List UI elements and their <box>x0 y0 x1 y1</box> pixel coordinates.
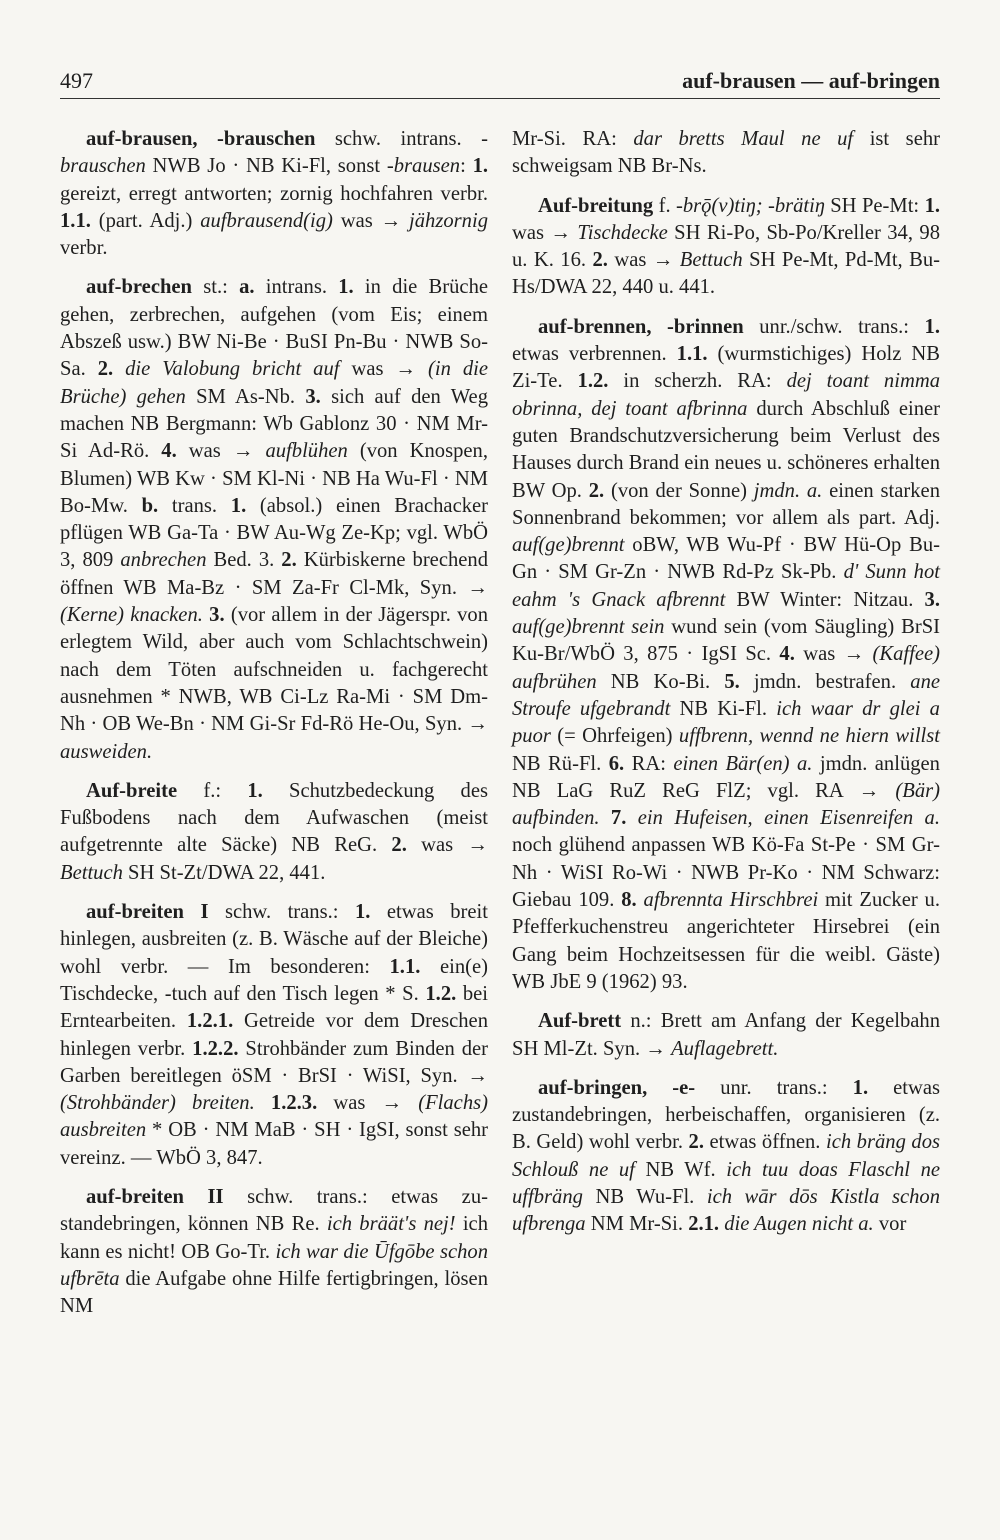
entry-text <box>626 807 637 829</box>
entry-text: : <box>460 155 473 178</box>
entry-text: SM As-Nb. <box>185 385 306 408</box>
entry-text: etwas öffnen. <box>703 1131 826 1154</box>
sense-number: 5. <box>724 670 740 693</box>
entry-text: Bed. 3. <box>206 549 282 572</box>
sense-number: 2. <box>281 549 297 572</box>
sense-number: 7. <box>610 807 627 830</box>
entry-text: Mr-Si. RA: <box>512 128 634 150</box>
sense-number: 1. <box>230 494 247 517</box>
sense-number: 1. <box>924 194 941 217</box>
right-column <box>512 126 940 1251</box>
entry-text: oBW, WB Wu-Pf · BW Hü-Op Bu-Gn · SM Gr-Zn · NWB Rd-Pz Sk-Pb. <box>512 534 940 584</box>
entry-text: Strohbänder zum Binden der Garben bereitlegen öSM · BrSI · WiSI, Syn. → <box>60 1037 488 1087</box>
entry-text: die Aufgabe ohne Hilfe fertigbringen, lösen NM <box>60 1267 488 1318</box>
entry-text: NB Rü-Fl. <box>512 752 609 775</box>
sense-number: 1. <box>354 901 371 924</box>
italic-text: Bettuch <box>60 861 123 884</box>
entry-text: gereizt, erregt antworten; zornig hochfahren verbr. <box>60 182 488 205</box>
entry-text: schw. trans.: etwas zustandebringen, können NB Re. <box>60 1185 488 1236</box>
entry-text: was → <box>406 834 488 857</box>
italic-text: d' Sunn hot eahm 's Gnack afbrennt <box>512 561 940 611</box>
entry-text: etwas zustandebringen, herbeischaffen, organisieren (z. B. Geld) wohl verbr. <box>512 1076 941 1154</box>
italic-text: ich tuu doas Flaschl ne uffbräng <box>512 1158 941 1208</box>
entry-text: was → <box>512 221 578 244</box>
headword: auf-brausen, -brauschen <box>86 128 316 150</box>
entry-text: was → <box>176 440 266 463</box>
entry-text: (von Knospen, Blumen) WB Kw · SM Kl-Ni · NB Ha Wu-Fl · NM Bo-Mw. <box>60 440 489 517</box>
entry-text: sich auf den Weg machen NB Bergmann: Wb Gablonz 30 · NM Mr-Si Ad-Rö. <box>60 385 488 463</box>
entry-text: durch Abschluß einer guten Brandschutzversicherung beim Verlust des Hauses durch Brand ein neues u. schöneres erhalten BW Op. <box>512 397 941 502</box>
sense-number: 1. <box>247 779 263 802</box>
headword: Auf-brett <box>538 1010 622 1033</box>
italic-text: -brǭ(v)tiŋ; -brätiŋ <box>676 194 825 217</box>
italic-text: die Augen nicht a. <box>724 1213 874 1236</box>
italic-text: jähzornig <box>409 209 488 232</box>
headword: auf-brechen <box>86 276 193 299</box>
entry-continuation <box>512 126 940 181</box>
italic-text: afbrennta Hirschbrei <box>643 889 819 912</box>
entry-text: unr. trans.: <box>695 1076 853 1099</box>
entry-text <box>600 807 611 829</box>
entry-text: was → <box>317 1092 419 1115</box>
entry-text <box>255 1092 271 1114</box>
page-number: 497 <box>60 68 93 93</box>
headword: Auf-breite <box>86 779 178 802</box>
italic-text: -brausen <box>386 155 461 178</box>
entry-text: SH Ri-Po, Sb-Po/Kreller 34, 98 u. K. 16. <box>512 221 940 272</box>
italic-text: auf(ge)brennt <box>512 534 625 557</box>
italic-text: ich wār dōs Kistla schon ufbrenga <box>512 1185 940 1236</box>
entry-text: ich kann es nicht! OB Go-Tr. <box>60 1213 488 1263</box>
entry-text: etwas verbrennen. <box>512 343 677 366</box>
italic-text: (Strohbänder) breiten. <box>60 1092 255 1115</box>
headword: Auf-breitung <box>538 194 654 217</box>
entry-text <box>113 358 125 380</box>
sense-number: 3. <box>305 385 321 408</box>
italic-text: ich waar dr glei a puor <box>512 697 940 748</box>
entry-text: NB Wf. <box>634 1158 727 1181</box>
entry-text: jmdn. anlügen NB LaG RuZ ReG FlZ; vgl. RA → <box>512 752 940 802</box>
entry-text: ein(e) Tischdecke, -tuch auf den Tisch legen * S. <box>60 955 488 1005</box>
italic-text: die Valobung bricht auf <box>125 358 340 381</box>
entry-text: schw. intrans. <box>315 128 482 150</box>
sense-number: 3. <box>924 588 940 611</box>
italic-text: auf(ge)brennt sein <box>512 616 665 639</box>
entry-text: mit Zucker u. Pfefferkuchenstreu angerichteter Hirsebrei (ein Gang beim Hochzeitsessen für die weibl. Gäste) WB JbE 9 (1962) 93. <box>512 889 940 993</box>
entry-text <box>637 889 644 911</box>
entry-text: jmdn. bestrafen. <box>739 670 911 693</box>
italic-text: Bettuch <box>679 249 743 272</box>
sense-number: 1.1. <box>676 343 708 366</box>
entry-text: etwas breit hinlegen, ausbreiten (z. B. Wäsche auf der Bleiche) wohl verbr. — Im besonderen: <box>60 901 488 978</box>
sense-number: 1.2.3. <box>270 1092 318 1115</box>
page-header <box>60 68 940 99</box>
sense-number: 1.2. <box>577 370 609 393</box>
entry-text: (part. Adj.) <box>90 209 201 232</box>
entry-text: NM Mr-Si. <box>585 1213 689 1236</box>
dictionary-entry <box>60 274 488 765</box>
italic-text: ich bräng dos Schlouß ne uf <box>512 1131 941 1181</box>
sense-number: 1.2.1. <box>186 1010 234 1033</box>
entry-text: noch glühend anpassen WB Kö-Fa St-Pe · SM Gr-Nh · WiSI Ro-Wi · NWB Pr-Ko · NM Schwarz: Giebau 109. <box>512 834 940 912</box>
entry-text: Getreide vor dem Dreschen hinlegen verbr. <box>60 1010 488 1060</box>
dictionary-entry <box>512 314 940 996</box>
sense-number: 1.1. <box>389 955 421 978</box>
left-column <box>60 126 488 1332</box>
italic-text: Tischdecke <box>577 221 668 244</box>
italic-text: jmdn. a. <box>753 479 823 502</box>
entry-text: SH St-Zt/DWA 22, 441. <box>122 861 326 884</box>
headword: auf-breiten I <box>86 901 209 924</box>
dictionary-entry <box>60 1184 488 1320</box>
italic-text: (Kaffee) aufbrühen <box>512 643 940 693</box>
entry-text: trans. <box>158 494 231 517</box>
dictionary-entry <box>60 126 488 262</box>
italic-text: -brauschen <box>60 128 489 178</box>
entry-text: was → <box>794 643 873 666</box>
sense-number: 1. <box>852 1076 869 1099</box>
italic-text: ane Stroufe ufgebrandt <box>512 670 940 720</box>
italic-text: dar bretts Maul ne uf <box>633 128 854 150</box>
sense-number: a. <box>239 276 255 299</box>
italic-text: ich war die Ūfgōbe schon ufbrēta <box>60 1240 488 1290</box>
dictionary-entry <box>60 899 488 1172</box>
sense-number: 2. <box>592 249 608 272</box>
entry-text: verbr. <box>60 237 108 260</box>
sense-number: 2. <box>391 834 407 857</box>
entry-text: NB Ki-Fl. <box>670 697 777 720</box>
dictionary-entry <box>512 193 940 302</box>
sense-number: 1.2. <box>425 982 457 1005</box>
dictionary-entry <box>512 1008 940 1063</box>
entry-text: wund sein (vom Säugling) BrSI Ku-Br/WbÖ 3, 875 · IgSI Sc. <box>512 616 941 666</box>
italic-text: ich bräät's nej! <box>326 1213 456 1236</box>
italic-text: (Kerne) knacken. <box>60 604 203 627</box>
sense-number: 2. <box>588 479 605 502</box>
entry-text: SH Pe-Mt: <box>824 194 925 217</box>
sense-number: 2.1. <box>688 1213 720 1236</box>
entry-text: ist sehr schweigsam NB Br-Ns. <box>512 128 940 178</box>
italic-text: uffbrenn, wennd ne hiern willst <box>678 725 940 748</box>
italic-text: anbrechen <box>120 549 207 572</box>
entry-text: in die Brüche gehen, zerbrechen, aufgehen (vom Eis; einem Abszeß usw.) BW Ni-Be · BuSI Pn-Bu · NWB So-Sa. <box>60 276 489 381</box>
italic-text: Auflagebrett. <box>671 1037 779 1060</box>
entry-text: intrans. <box>254 276 339 299</box>
entry-text: f. <box>653 194 677 217</box>
entry-text: (von der Sonne) <box>604 479 754 502</box>
sense-number: 2. <box>688 1131 704 1154</box>
italic-text: dej toant nimma obrinna, dej toant afbrinna <box>512 370 940 420</box>
entry-text: was → <box>332 209 410 232</box>
entry-text: RA: <box>624 752 674 775</box>
italic-text: (in die Brüche) gehen <box>60 358 488 408</box>
italic-text: aufblühen <box>265 440 348 463</box>
sense-number: 4. <box>161 440 177 463</box>
sense-number: 1. <box>338 276 354 299</box>
headword: auf-breiten II <box>86 1185 224 1208</box>
entry-text: f.: <box>177 779 248 802</box>
italic-text: aufbrausend(ig) <box>200 209 333 232</box>
entry-text: in scherzh. RA: <box>608 370 787 393</box>
headword: auf-bringen, -e- <box>538 1076 696 1099</box>
italic-text: (Flachs) ausbreiten <box>60 1092 488 1142</box>
entry-text: NWB Jo · NB Ki-Fl, sonst <box>145 155 387 178</box>
sense-number: 2. <box>97 358 114 381</box>
entry-text: schw. trans.: <box>208 901 355 924</box>
entry-text: bei Erntearbeiten. <box>60 982 489 1033</box>
entry-text: * OB · NM MaB · SH · IgSI, sonst sehr vereinz. — WbÖ 3, 847. <box>60 1119 488 1169</box>
sense-number: 1.2.2. <box>192 1037 239 1060</box>
italic-text: ein Hufeisen, einen Eisenreifen a. <box>637 807 940 830</box>
entry-text: was → <box>339 358 428 381</box>
entry-text: Kürbiskerne brechend öffnen WB Ma-Bz · SM Za-Fr Cl-Mk, Syn. → <box>60 549 488 599</box>
entry-text: SH Pe-Mt, Pd-Mt, Bu-Hs/DWA 22, 440 u. 441. <box>512 249 941 299</box>
entry-text: vor <box>873 1213 907 1236</box>
entry-text: NB Wu-Fl. <box>582 1185 707 1208</box>
running-head: auf-brausen — auf-bringen <box>682 68 940 93</box>
headword: auf-brennen, -brinnen <box>538 315 744 338</box>
entry-text: (absol.) einen Brachacker pflügen WB Ga-Ta · BW Au-Wg Ze-Kp; vgl. WbÖ 3, 809 <box>60 494 488 572</box>
italic-text: einen Bär(en) a. <box>673 752 813 775</box>
italic-text: ausweiden. <box>60 740 153 763</box>
entry-text: BW Winter: Nitzau. <box>725 588 925 611</box>
sense-number: 6. <box>608 752 625 775</box>
entry-text: n.: Brett am Anfang der Kegelbahn SH Ml-Zt. Syn. → <box>512 1010 940 1060</box>
sense-number: 1. <box>472 155 489 178</box>
sense-number: 8. <box>621 889 637 912</box>
entry-text: was → <box>607 249 680 272</box>
entry-text: Schutzbedeckung des Fußbodens nach dem Aufwaschen (meist aufgetrennte alte Säcke) NB ReG. <box>60 779 488 857</box>
entry-text: st.: <box>192 276 240 299</box>
sense-number: 3. <box>209 604 225 627</box>
italic-text: (Bär) aufbinden. <box>512 779 940 830</box>
dictionary-entry <box>60 778 488 887</box>
sense-number: 1. <box>924 315 940 338</box>
entry-text: (vor allem in der Jägerspr. von erlegtem Wild, aber auch vom Schlachtschwein) nach dem Töten aufschneiden u. fachgerecht ausnehmen * NWB, WB Ci-Lz Ra-Mi · SM Dm-Nh · OB We-Bn · NM Gi-Sr Fd-Rö He-Ou, Syn. → <box>60 604 488 736</box>
entry-text: unr./schw. trans.: <box>743 315 925 338</box>
entry-text: einen starken Sonnenbrand bekommen; vor allem als part. Adj. <box>512 479 940 529</box>
entry-text: (= Ohrfeigen) <box>550 725 679 748</box>
entry-text: NB Ko-Bi. <box>596 670 725 693</box>
sense-number: 4. <box>779 643 795 666</box>
sense-number: b. <box>141 494 159 517</box>
dictionary-entry <box>512 1075 940 1239</box>
sense-number: 1.1. <box>60 209 91 232</box>
entry-text: (wurmstichiges) Holz NB Zi-Te. <box>512 343 940 393</box>
